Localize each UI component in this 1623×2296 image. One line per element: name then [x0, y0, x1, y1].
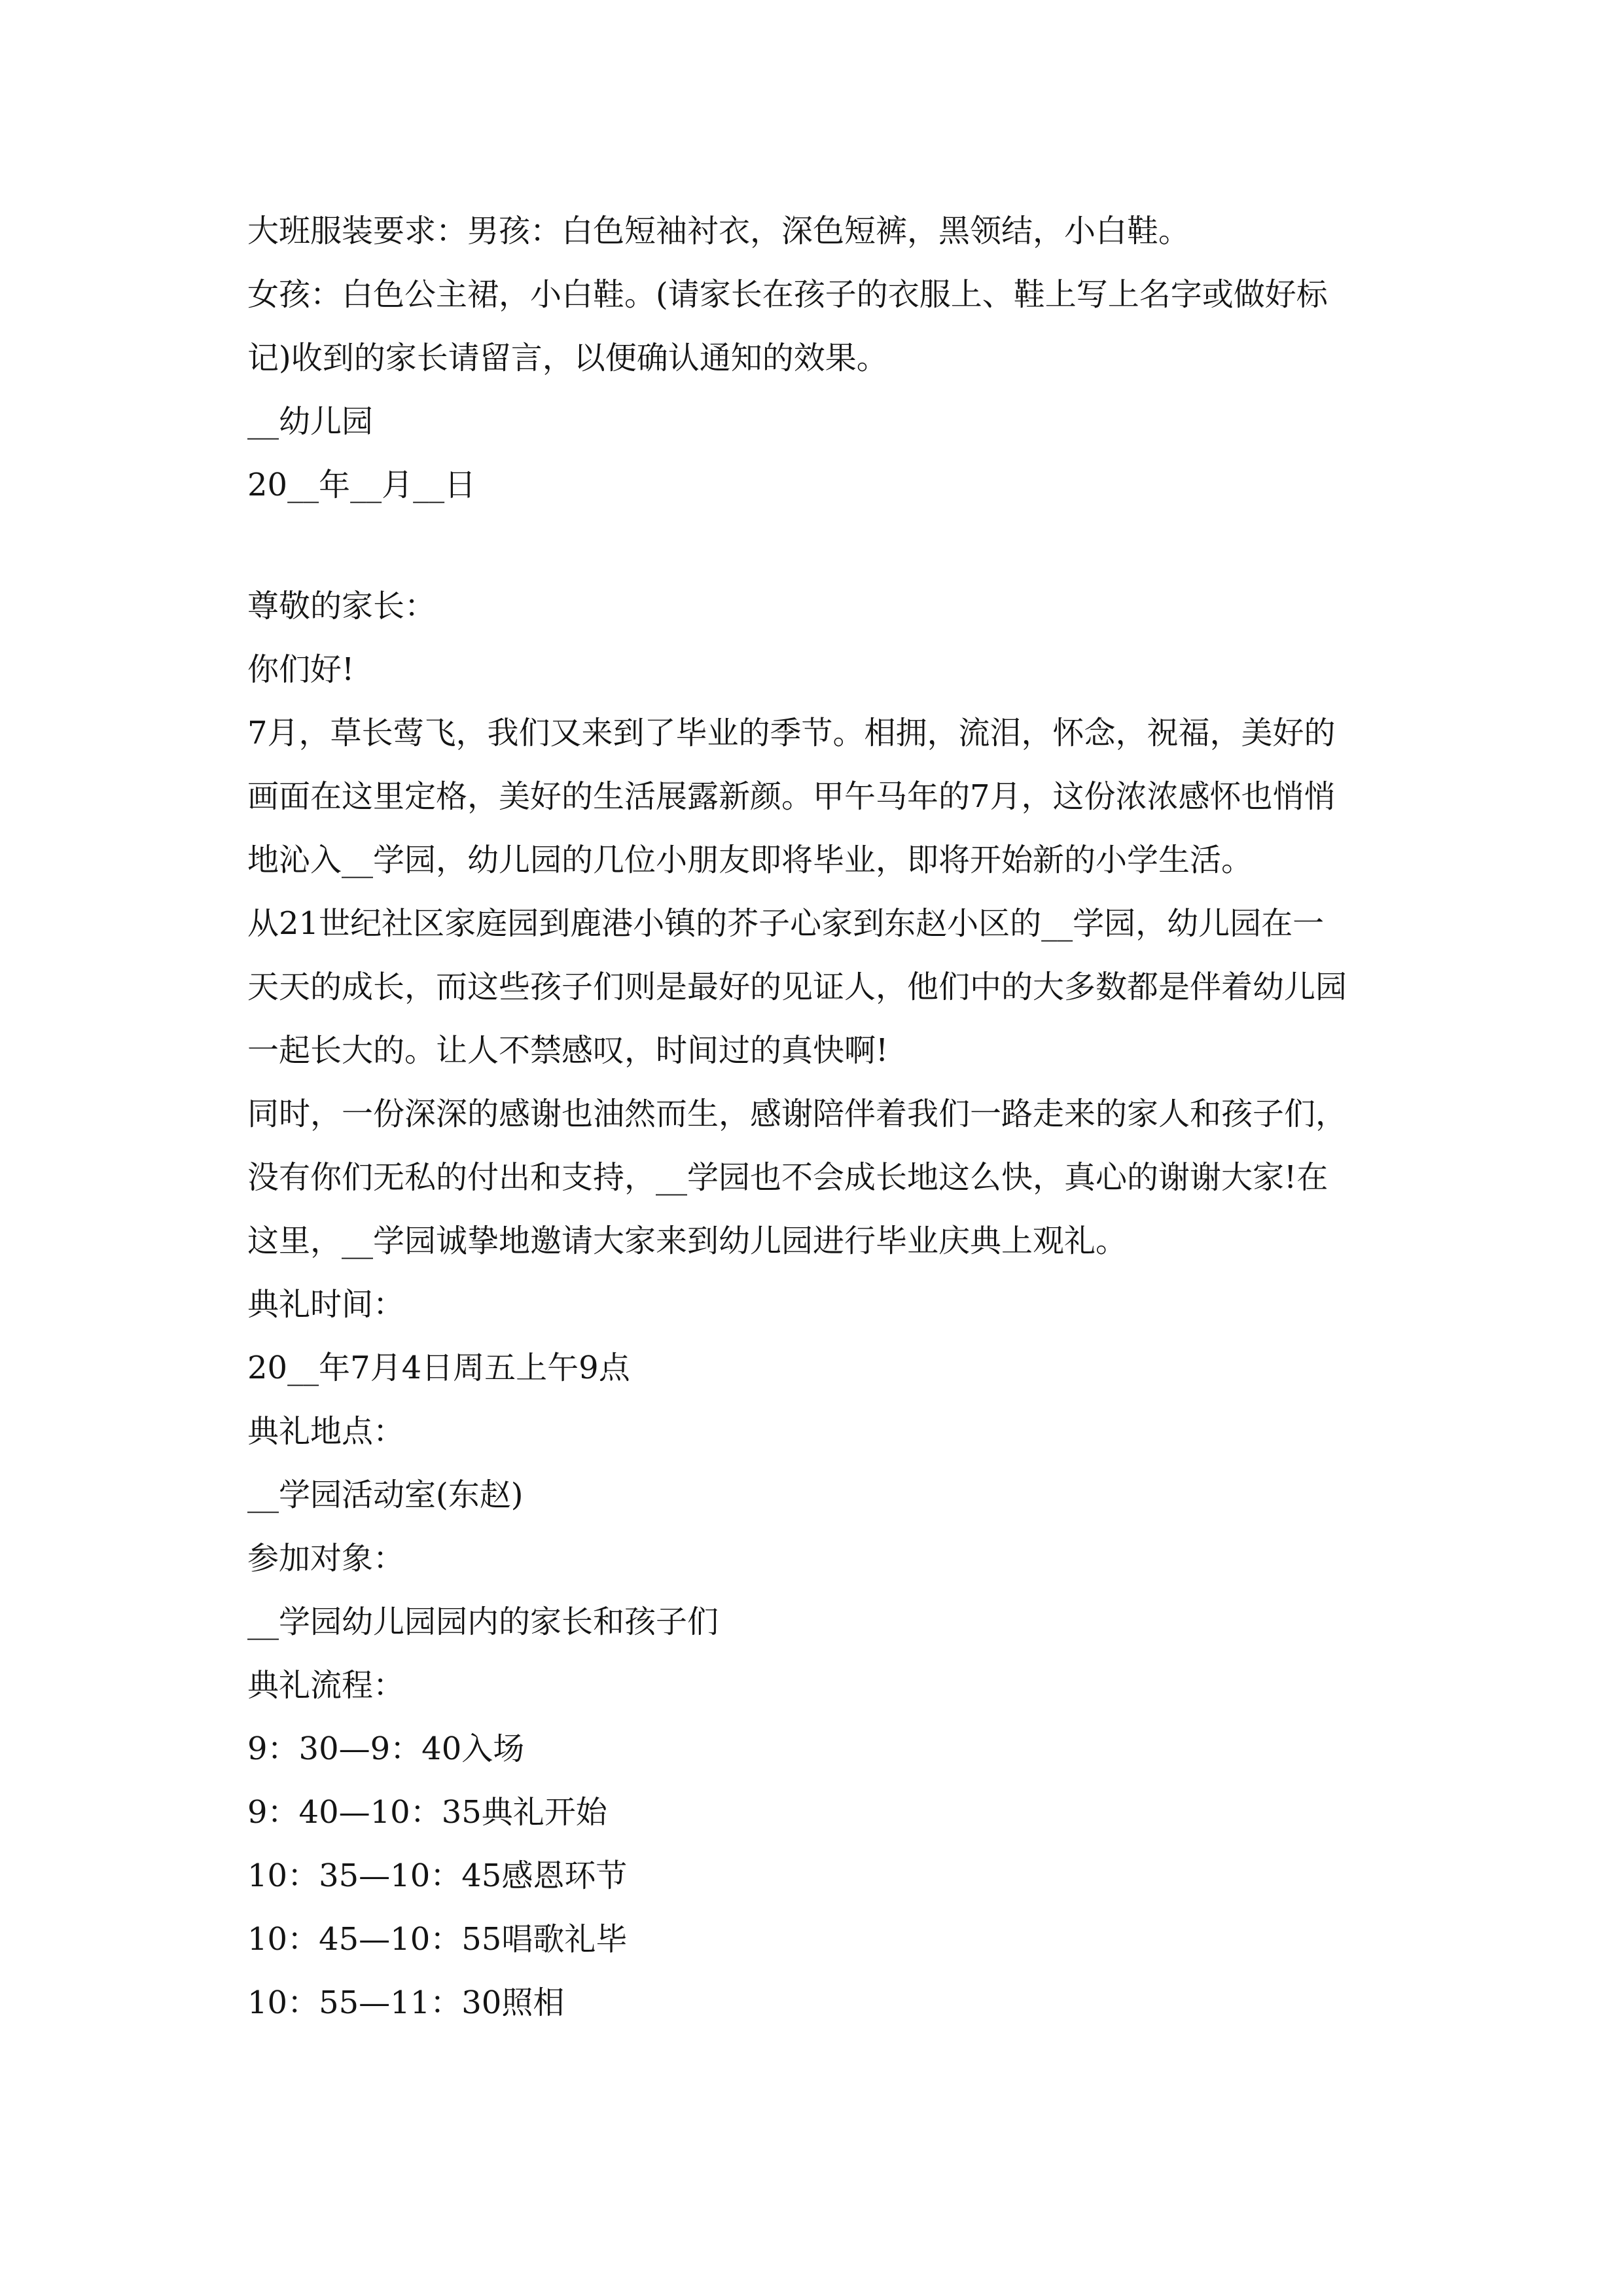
schedule-item: 9：40—10：35典礼开始 — [247, 1794, 607, 1831]
paragraph-2-line-2: 天天的成长，而这些孩子们则是最好的见证人，他们中的大多数都是伴着幼儿园 — [247, 969, 1347, 1005]
paragraph-3-line-1: 同时，一份深深的感谢也油然而生，感谢陪伴着我们一路走来的家人和孩子们， — [247, 1096, 1347, 1132]
dress-requirement-girls-line-1: 女孩：白色公主裙，小白鞋。(请家长在孩子的衣服上、鞋上写上名字或做好标 — [247, 276, 1328, 313]
schedule-item: 10：45—10：55唱歌礼毕 — [247, 1921, 628, 1958]
attendees-label: 参加对象： — [247, 1540, 405, 1577]
dress-requirement-girls-line-2: 记)收到的家长请留言，以便确认通知的效果。 — [247, 340, 888, 376]
paragraph-2-line-3: 一起长大的。让人不禁感叹，时间过的真快啊! — [247, 1032, 889, 1069]
section-gap — [247, 517, 1399, 575]
document-body — [247, 200, 1399, 2035]
schedule-item: 9：30—9：40入场 — [247, 1731, 525, 1767]
schedule-item: 10：35—10：45感恩环节 — [247, 1857, 628, 1894]
dress-requirement-boys: 大班服装要求：男孩：白色短袖衬衣，深色短裤，黑领结，小白鞋。 — [247, 213, 1190, 249]
paragraph-1-line-1: 7月，草长莺飞，我们又来到了毕业的季节。相拥，流泪，怀念，祝福，美好的 — [247, 715, 1336, 751]
notice-signature: __幼儿园 — [247, 403, 374, 440]
schedule-item: 10：55—11：30照相 — [247, 1984, 565, 2021]
schedule-label: 典礼流程： — [247, 1667, 405, 1704]
paragraph-2-line-1: 从21世纪社区家庭园到鹿港小镇的芥子心家到东赵小区的__学园，幼儿园在一 — [247, 905, 1325, 942]
letter-greeting: 你们好! — [247, 651, 355, 688]
ceremony-time-value: 20__年7月4日周五上午9点 — [247, 1350, 630, 1386]
ceremony-place-value: __学园活动室(东赵) — [247, 1477, 524, 1513]
ceremony-place-label: 典礼地点： — [247, 1413, 405, 1450]
paragraph-1-line-3: 地沁入__学园，幼儿园的几位小朋友即将毕业，即将开始新的小学生活。 — [247, 842, 1253, 878]
ceremony-time-label: 典礼时间： — [247, 1286, 405, 1323]
notice-date: 20__年__月__日 — [247, 467, 476, 503]
paragraph-3-line-3: 这里，__学园诚挚地邀请大家来到幼儿园进行毕业庆典上观礼。 — [247, 1223, 1128, 1259]
attendees-value: __学园幼儿园园内的家长和孩子们 — [247, 1604, 719, 1640]
paragraph-3-line-2: 没有你们无私的付出和支持，__学园也不会成长地这么快，真心的谢谢大家!在 — [247, 1159, 1329, 1196]
paragraph-1-line-2: 画面在这里定格，美好的生活展露新颜。甲午马年的7月，这份浓浓感怀也悄悄 — [247, 778, 1336, 815]
letter-salutation: 尊敬的家长： — [247, 588, 437, 624]
